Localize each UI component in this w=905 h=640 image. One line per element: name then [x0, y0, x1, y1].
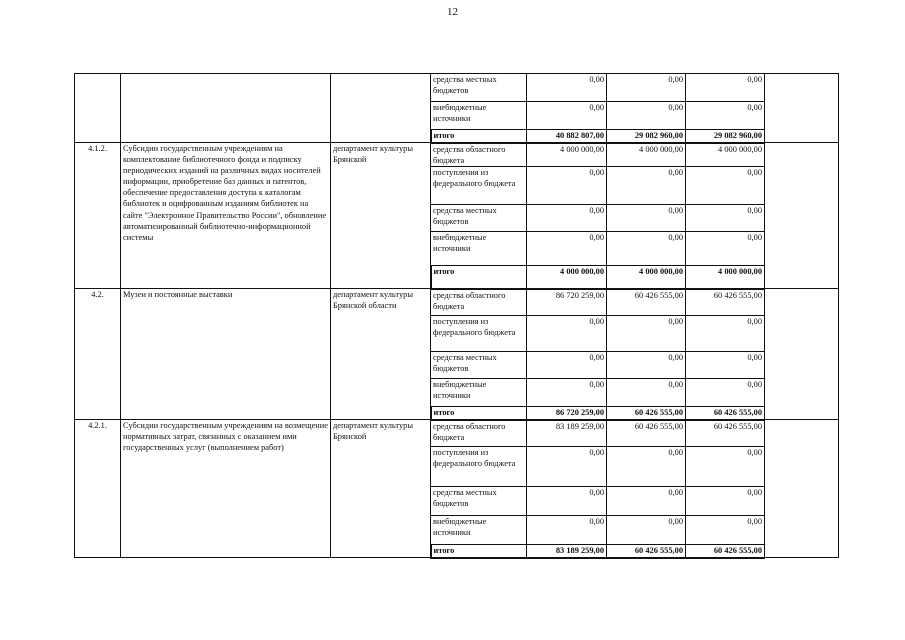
total-label: итого	[431, 130, 527, 143]
value-3: 0,00	[686, 447, 765, 487]
value-2: 0,00	[607, 379, 686, 407]
row-department: департамент культуры Брянской	[331, 420, 431, 558]
row-department	[331, 74, 431, 143]
empty-cell	[765, 289, 839, 420]
table-row	[75, 420, 839, 447]
value-1: 0,00	[527, 232, 607, 266]
value-1: 86 720 259,00	[527, 289, 607, 316]
funding-source: средства местных бюджетов	[431, 352, 527, 379]
funding-source: внебюджетные источники	[431, 379, 527, 407]
total-label: итого	[431, 407, 527, 420]
total-value-3: 60 426 555,00	[686, 545, 765, 558]
table-row	[75, 143, 839, 167]
value-2: 0,00	[607, 487, 686, 516]
value-3: 0,00	[686, 102, 765, 130]
value-1: 4 000 000,00	[527, 143, 607, 167]
value-1: 0,00	[527, 102, 607, 130]
funding-source: средства местных бюджетов	[431, 74, 527, 102]
value-1: 0,00	[527, 447, 607, 487]
value-1: 0,00	[527, 74, 607, 102]
value-3: 0,00	[686, 232, 765, 266]
total-value-3: 4 000 000,00	[686, 266, 765, 289]
row-description	[121, 74, 331, 143]
empty-cell	[765, 143, 839, 289]
table-row	[75, 74, 839, 102]
value-2: 60 426 555,00	[607, 420, 686, 447]
value-1: 83 189 259,00	[527, 420, 607, 447]
row-department: департамент культуры Брянской области	[331, 289, 431, 420]
value-2: 60 426 555,00	[607, 289, 686, 316]
row-description: Музеи и постоянные выставки	[121, 289, 331, 420]
total-value-2: 29 082 960,00	[607, 130, 686, 143]
total-label: итого	[431, 266, 527, 289]
funding-source: внебюджетные источники	[431, 102, 527, 130]
value-3: 0,00	[686, 205, 765, 232]
total-value-1: 83 189 259,00	[527, 545, 607, 558]
row-number: 4.2.1.	[75, 420, 121, 558]
row-number: 4.1.2.	[75, 143, 121, 289]
total-value-2: 4 000 000,00	[607, 266, 686, 289]
value-3: 0,00	[686, 167, 765, 205]
value-2: 0,00	[607, 232, 686, 266]
value-2: 0,00	[607, 102, 686, 130]
row-department: департамент культуры Брянской	[331, 143, 431, 289]
value-2: 0,00	[607, 316, 686, 352]
value-3: 0,00	[686, 379, 765, 407]
empty-cell	[765, 420, 839, 558]
row-description: Субсидии государственным учреждениям на возмещение нормативных затрат, связанных с оказанием ими государственных услуг (выполнением работ)	[121, 420, 331, 558]
funding-source: внебюджетные источники	[431, 232, 527, 266]
value-2: 4 000 000,00	[607, 143, 686, 167]
value-1: 0,00	[527, 167, 607, 205]
value-2: 0,00	[607, 516, 686, 545]
total-value-2: 60 426 555,00	[607, 407, 686, 420]
value-1: 0,00	[527, 205, 607, 232]
page-number: 12	[447, 6, 458, 18]
value-3: 60 426 555,00	[686, 420, 765, 447]
value-3: 0,00	[686, 74, 765, 102]
value-3: 0,00	[686, 316, 765, 352]
total-label: итого	[431, 545, 527, 558]
value-2: 0,00	[607, 352, 686, 379]
value-2: 0,00	[607, 74, 686, 102]
table-row	[75, 289, 839, 316]
value-3: 0,00	[686, 516, 765, 545]
total-value-1: 40 882 807,00	[527, 130, 607, 143]
value-2: 0,00	[607, 447, 686, 487]
row-description: Субсидии государственным учреждениям на комплектование библиотечного фонда и подписку периодических изданий на различных видах носителей информации, приобретение баз данных и патентов, обеспечение предоставления доступа к каталогам библиотек и оцифрованным изданиям библиотек на сайте "Электронное Правительство России", обновление автоматизированный библиотечно-информационной системы	[121, 143, 331, 289]
funding-source: средства местных бюджетов	[431, 205, 527, 232]
value-1: 0,00	[527, 352, 607, 379]
value-1: 0,00	[527, 516, 607, 545]
funding-source: средства областного бюджета	[431, 289, 527, 316]
total-value-1: 86 720 259,00	[527, 407, 607, 420]
funding-source: внебюджетные источники	[431, 516, 527, 545]
funding-source: средства местных бюджетов	[431, 487, 527, 516]
value-1: 0,00	[527, 379, 607, 407]
value-2: 0,00	[607, 205, 686, 232]
funding-source: поступления из федерального бюджета	[431, 167, 527, 205]
total-value-2: 60 426 555,00	[607, 545, 686, 558]
funding-source: поступления из федерального бюджета	[431, 316, 527, 352]
value-3: 60 426 555,00	[686, 289, 765, 316]
funding-source: средства областного бюджета	[431, 420, 527, 447]
row-number	[75, 74, 121, 143]
empty-cell	[765, 74, 839, 143]
value-3: 0,00	[686, 487, 765, 516]
total-value-1: 4 000 000,00	[527, 266, 607, 289]
funding-source: средства областного бюджета	[431, 143, 527, 167]
value-1: 0,00	[527, 316, 607, 352]
row-number: 4.2.	[75, 289, 121, 420]
value-2: 0,00	[607, 167, 686, 205]
value-1: 0,00	[527, 487, 607, 516]
budget-table	[74, 73, 839, 559]
total-value-3: 29 082 960,00	[686, 130, 765, 143]
value-3: 0,00	[686, 352, 765, 379]
funding-source: поступления из федерального бюджета	[431, 447, 527, 487]
value-3: 4 000 000,00	[686, 143, 765, 167]
total-value-3: 60 426 555,00	[686, 407, 765, 420]
